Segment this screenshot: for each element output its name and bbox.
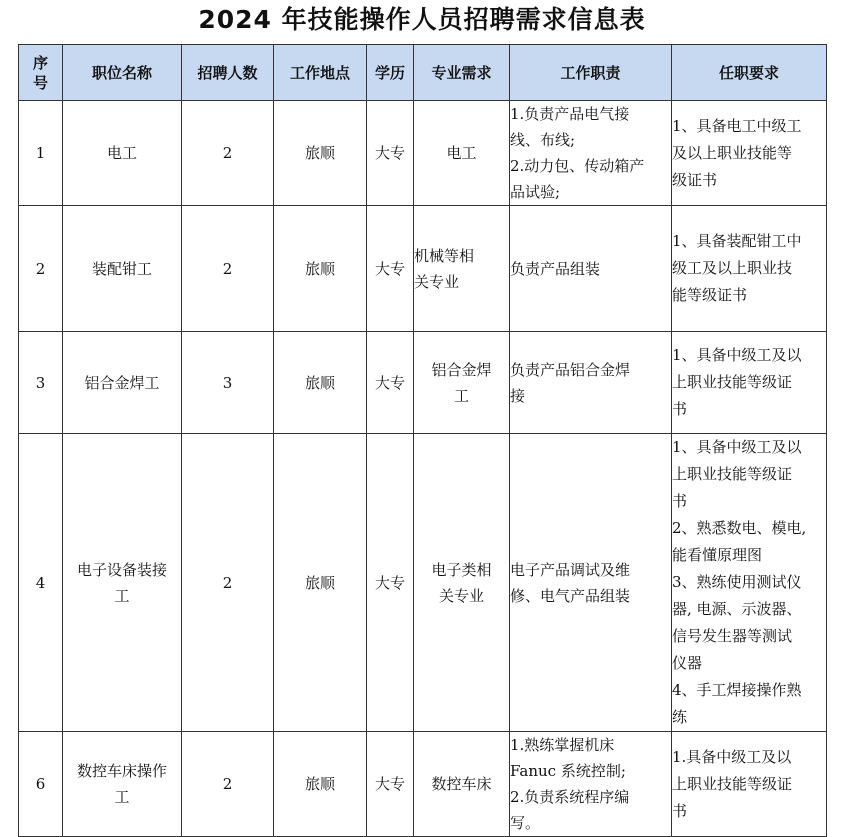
cell-seq: 3	[19, 332, 63, 434]
header-duties: 工作职责	[510, 45, 672, 101]
header-seq: 序 号	[19, 45, 63, 101]
table-row	[19, 332, 827, 434]
cell-count: 2	[182, 732, 274, 837]
cell-education: 大专	[367, 101, 414, 206]
cell-requirements: 1、具备中级工及以 上职业技能等级证 书 2、熟悉数电、模电, 能看懂原理图 3、熟练使用测试仪 器, 电源、示波器、 信号发生器等测试 仪器 4、手工焊接操作熟 练	[672, 434, 827, 732]
cell-education: 大专	[367, 206, 414, 332]
cell-duties: 1.熟练掌握机床 Fanuc 系统控制; 2.负责系统程序编 写。	[510, 732, 672, 837]
cell-count: 3	[182, 332, 274, 434]
header-count: 招聘人数	[182, 45, 274, 101]
cell-location: 旅顺	[274, 434, 367, 732]
table-row	[19, 101, 827, 206]
cell-position: 数控车床操作 工	[63, 732, 182, 837]
cell-duties: 负责产品组装	[510, 206, 672, 332]
cell-major: 电工	[414, 101, 510, 206]
cell-seq: 6	[19, 732, 63, 837]
cell-seq: 4	[19, 434, 63, 732]
cell-location: 旅顺	[274, 101, 367, 206]
cell-education: 大专	[367, 732, 414, 837]
cell-duties: 电子产品调试及维 修、电气产品组装	[510, 434, 672, 732]
cell-duties: 负责产品铝合金焊 接	[510, 332, 672, 434]
cell-count: 2	[182, 101, 274, 206]
cell-position: 装配钳工	[63, 206, 182, 332]
cell-position: 铝合金焊工	[63, 332, 182, 434]
header-requirements: 任职要求	[672, 45, 827, 101]
header-location: 工作地点	[274, 45, 367, 101]
cell-duties: 1.负责产品电气接 线、布线; 2.动力包、传动箱产 品试验;	[510, 101, 672, 206]
cell-position: 电子设备装接 工	[63, 434, 182, 732]
cell-location: 旅顺	[274, 332, 367, 434]
recruitment-table	[18, 44, 827, 837]
cell-major: 铝合金焊 工	[414, 332, 510, 434]
cell-education: 大专	[367, 434, 414, 732]
table-header-row	[19, 45, 827, 101]
cell-seq: 1	[19, 101, 63, 206]
page-title: 2024 年技能操作人员招聘需求信息表	[198, 5, 646, 34]
cell-major: 电子类相 关专业	[414, 434, 510, 732]
cell-position: 电工	[63, 101, 182, 206]
cell-major: 机械等相 关专业	[414, 206, 510, 332]
cell-requirements: 1.具备中级工及以 上职业技能等级证 书	[672, 732, 827, 837]
table-row	[19, 206, 827, 332]
table-row	[19, 732, 827, 837]
cell-requirements: 1、具备电工中级工 及以上职业技能等 级证书	[672, 101, 827, 206]
cell-location: 旅顺	[274, 206, 367, 332]
cell-location: 旅顺	[274, 732, 367, 837]
table-row	[19, 434, 827, 732]
cell-education: 大专	[367, 332, 414, 434]
cell-requirements: 1、具备装配钳工中 级工及以上职业技 能等级证书	[672, 206, 827, 332]
header-position: 职位名称	[63, 45, 182, 101]
cell-count: 2	[182, 434, 274, 732]
header-major: 专业需求	[414, 45, 510, 101]
cell-seq: 2	[19, 206, 63, 332]
cell-count: 2	[182, 206, 274, 332]
header-education: 学历	[367, 45, 414, 101]
cell-major: 数控车床	[414, 732, 510, 837]
cell-requirements: 1、具备中级工及以 上职业技能等级证 书	[672, 332, 827, 434]
